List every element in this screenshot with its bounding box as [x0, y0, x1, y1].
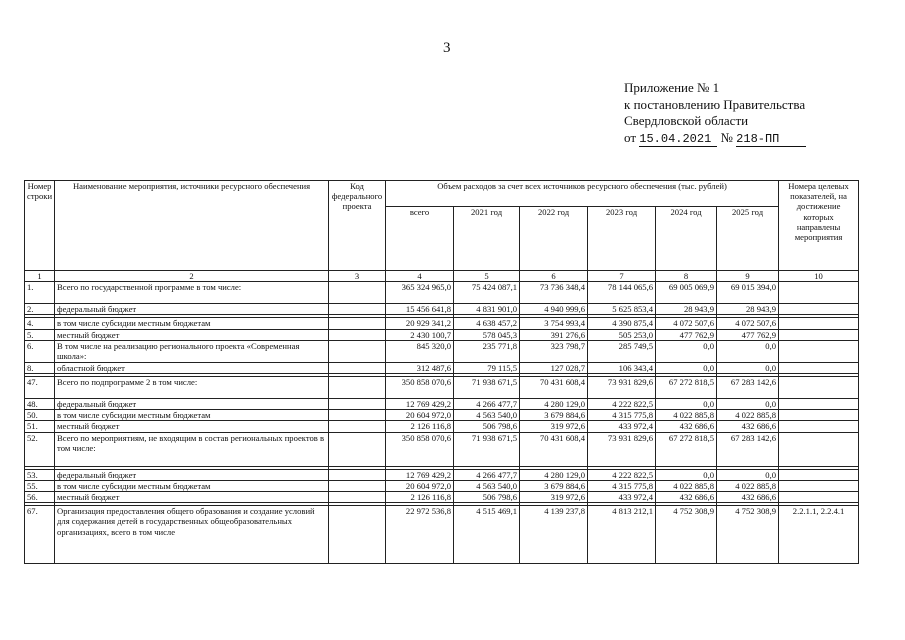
cell-total: 365 324 965,0	[386, 282, 454, 304]
cell-targets	[779, 492, 859, 503]
cell-y2025: 4 072 507,6	[717, 318, 779, 329]
cell-code	[329, 318, 386, 329]
cell-targets	[779, 410, 859, 421]
cell-y2023: 285 749,5	[588, 340, 656, 362]
cell-y2025: 432 686,6	[717, 492, 779, 503]
header-2024: 2024 год	[656, 207, 717, 271]
cell-y2025: 0,0	[717, 340, 779, 362]
cell-y2022: 319 972,6	[520, 421, 588, 432]
cell-y2024: 432 686,6	[656, 492, 717, 503]
cell-y2024: 4 022 885,8	[656, 480, 717, 491]
cell-y2021: 4 831 901,0	[454, 304, 520, 315]
cell-y2021: 4 563 540,0	[454, 480, 520, 491]
cell-name: в том числе субсидии местным бюджетам	[55, 318, 329, 329]
header-2021: 2021 год	[454, 207, 520, 271]
cell-total: 845 320,0	[386, 340, 454, 362]
decree-date: 15.04.2021	[639, 133, 717, 147]
cell-targets	[779, 421, 859, 432]
cell-n: 50.	[25, 410, 55, 421]
cell-total: 350 858 070,6	[386, 432, 454, 466]
cell-total: 20 929 341,2	[386, 318, 454, 329]
cell-targets	[779, 304, 859, 315]
cell-y2025: 4 022 885,8	[717, 410, 779, 421]
cell-y2024: 0,0	[656, 469, 717, 480]
col-number: 2	[55, 271, 329, 282]
cell-y2025: 0,0	[717, 399, 779, 410]
cell-y2022: 73 736 348,4	[520, 282, 588, 304]
cell-targets	[779, 399, 859, 410]
cell-y2024: 0,0	[656, 362, 717, 373]
cell-y2025: 4 752 308,9	[717, 506, 779, 564]
cell-y2022: 319 972,6	[520, 492, 588, 503]
column-number-row	[25, 271, 859, 282]
cell-y2025: 477 762,9	[717, 329, 779, 340]
col-number: 7	[588, 271, 656, 282]
cell-n: 8.	[25, 362, 55, 373]
header-2023: 2023 год	[588, 207, 656, 271]
cell-code	[329, 432, 386, 466]
cell-y2022: 3 679 884,6	[520, 410, 588, 421]
cell-code	[329, 362, 386, 373]
cell-y2022: 70 431 608,4	[520, 377, 588, 399]
table-row	[25, 318, 859, 329]
cell-name: Организация предоставления общего образования и создание условий для содержания детей в государственных общеобразовательных организациях, всего в том числе	[55, 506, 329, 564]
cell-targets	[779, 340, 859, 362]
cell-code	[329, 421, 386, 432]
table-row	[25, 282, 859, 304]
cell-n: 5.	[25, 329, 55, 340]
table-row	[25, 492, 859, 503]
cell-y2021: 79 115,5	[454, 362, 520, 373]
cell-y2023: 505 253,0	[588, 329, 656, 340]
cell-y2024: 4 022 885,8	[656, 410, 717, 421]
col-number: 5	[454, 271, 520, 282]
cell-y2023: 106 343,4	[588, 362, 656, 373]
cell-y2024: 28 943,9	[656, 304, 717, 315]
cell-y2025: 69 015 394,0	[717, 282, 779, 304]
header-total: всего	[386, 207, 454, 271]
cell-name: местный бюджет	[55, 492, 329, 503]
cell-targets	[779, 329, 859, 340]
cell-y2021: 506 798,6	[454, 492, 520, 503]
table-row	[25, 362, 859, 373]
cell-name: Всего по государственной программе в том числе:	[55, 282, 329, 304]
cell-n: 55.	[25, 480, 55, 491]
cell-code	[329, 506, 386, 564]
cell-y2021: 4 266 477,7	[454, 469, 520, 480]
table-row	[25, 432, 859, 466]
cell-targets	[779, 282, 859, 304]
col-number: 1	[25, 271, 55, 282]
table-row	[25, 329, 859, 340]
header-targets: Номера целевых показателей, на достижение которых направлены мероприятия	[779, 181, 859, 271]
header-volume: Объем расходов за счет всех источников ресурсного обеспечения (тыс. рублей)	[386, 181, 779, 207]
col-number: 3	[329, 271, 386, 282]
cell-y2021: 4 266 477,7	[454, 399, 520, 410]
table-row	[25, 421, 859, 432]
cell-total: 12 769 429,2	[386, 469, 454, 480]
appendix-line-3: Свердловской области	[624, 113, 749, 128]
cell-y2024: 432 686,6	[656, 421, 717, 432]
table-row	[25, 506, 859, 564]
cell-y2021: 4 638 457,2	[454, 318, 520, 329]
cell-name: Всего по подпрограмме 2 в том числе:	[55, 377, 329, 399]
cell-y2025: 432 686,6	[717, 421, 779, 432]
cell-y2025: 67 283 142,6	[717, 377, 779, 399]
cell-code	[329, 282, 386, 304]
cell-y2024: 0,0	[656, 399, 717, 410]
cell-y2025: 0,0	[717, 362, 779, 373]
cell-y2024: 4 072 507,6	[656, 318, 717, 329]
page-number: 3	[443, 40, 451, 56]
cell-total: 350 858 070,6	[386, 377, 454, 399]
decree-number: 218-ПП	[736, 133, 806, 147]
cell-total: 22 972 536,8	[386, 506, 454, 564]
cell-y2021: 4 515 469,1	[454, 506, 520, 564]
cell-y2021: 71 938 671,5	[454, 432, 520, 466]
from-label: от	[624, 129, 637, 145]
cell-total: 20 604 972,0	[386, 410, 454, 421]
cell-targets	[779, 318, 859, 329]
cell-n: 2.	[25, 304, 55, 315]
cell-y2025: 67 283 142,6	[717, 432, 779, 466]
cell-n: 51.	[25, 421, 55, 432]
cell-n: 1.	[25, 282, 55, 304]
cell-name: федеральный бюджет	[55, 399, 329, 410]
header-num: Номер строки	[25, 181, 55, 271]
cell-y2022: 4 280 129,0	[520, 399, 588, 410]
cell-y2022: 70 431 608,4	[520, 432, 588, 466]
cell-name: Всего по мероприятиям, не входящим в состав региональных проектов в том числе:	[55, 432, 329, 466]
col-number: 10	[779, 271, 859, 282]
cell-name: местный бюджет	[55, 421, 329, 432]
cell-total: 2 126 116,8	[386, 421, 454, 432]
cell-y2023: 433 972,4	[588, 492, 656, 503]
cell-targets	[779, 469, 859, 480]
cell-y2021: 578 045,3	[454, 329, 520, 340]
cell-y2025: 4 022 885,8	[717, 480, 779, 491]
table-row	[25, 304, 859, 315]
cell-name: В том числе на реализацию регионального проекта «Современная школа»:	[55, 340, 329, 362]
cell-name: федеральный бюджет	[55, 304, 329, 315]
cell-n: 56.	[25, 492, 55, 503]
cell-code	[329, 340, 386, 362]
col-number: 6	[520, 271, 588, 282]
cell-y2025: 0,0	[717, 469, 779, 480]
cell-y2023: 4 813 212,1	[588, 506, 656, 564]
cell-targets	[779, 362, 859, 373]
appendix-date-line	[624, 130, 806, 147]
expenses-table	[24, 180, 859, 564]
cell-y2024: 67 272 818,5	[656, 377, 717, 399]
cell-y2023: 4 222 822,5	[588, 469, 656, 480]
cell-y2024: 477 762,9	[656, 329, 717, 340]
cell-y2022: 3 679 884,6	[520, 480, 588, 491]
cell-y2023: 73 931 829,6	[588, 432, 656, 466]
cell-y2022: 323 798,7	[520, 340, 588, 362]
cell-y2023: 5 625 853,4	[588, 304, 656, 315]
cell-targets	[779, 480, 859, 491]
cell-name: областной бюджет	[55, 362, 329, 373]
cell-y2024: 69 005 069,9	[656, 282, 717, 304]
col-number: 9	[717, 271, 779, 282]
cell-y2021: 75 424 087,1	[454, 282, 520, 304]
cell-n: 48.	[25, 399, 55, 410]
cell-y2023: 4 222 822,5	[588, 399, 656, 410]
cell-code	[329, 399, 386, 410]
cell-name: в том числе субсидии местным бюджетам	[55, 480, 329, 491]
cell-targets	[779, 377, 859, 399]
cell-total: 12 769 429,2	[386, 399, 454, 410]
cell-y2024: 67 272 818,5	[656, 432, 717, 466]
cell-n: 53.	[25, 469, 55, 480]
cell-y2021: 71 938 671,5	[454, 377, 520, 399]
cell-total: 2 126 116,8	[386, 492, 454, 503]
cell-code	[329, 480, 386, 491]
table-row	[25, 410, 859, 421]
cell-y2024: 0,0	[656, 340, 717, 362]
appendix-block	[624, 80, 806, 147]
cell-code	[329, 492, 386, 503]
cell-code	[329, 469, 386, 480]
cell-y2022: 3 754 993,4	[520, 318, 588, 329]
header-2025: 2025 год	[717, 207, 779, 271]
cell-y2022: 4 280 129,0	[520, 469, 588, 480]
table-row	[25, 377, 859, 399]
cell-y2023: 78 144 065,6	[588, 282, 656, 304]
cell-name: в том числе субсидии местным бюджетам	[55, 410, 329, 421]
cell-y2023: 433 972,4	[588, 421, 656, 432]
header-code: Код федерального проекта	[329, 181, 386, 271]
cell-y2023: 4 315 775,8	[588, 480, 656, 491]
cell-y2025: 28 943,9	[717, 304, 779, 315]
cell-total: 2 430 100,7	[386, 329, 454, 340]
cell-y2022: 4 139 237,8	[520, 506, 588, 564]
cell-n: 67.	[25, 506, 55, 564]
cell-targets	[779, 432, 859, 466]
cell-total: 312 487,6	[386, 362, 454, 373]
cell-y2021: 4 563 540,0	[454, 410, 520, 421]
cell-y2022: 127 028,7	[520, 362, 588, 373]
cell-y2021: 506 798,6	[454, 421, 520, 432]
col-number: 8	[656, 271, 717, 282]
cell-code	[329, 377, 386, 399]
cell-n: 47.	[25, 377, 55, 399]
table-row	[25, 399, 859, 410]
cell-n: 4.	[25, 318, 55, 329]
cell-n: 6.	[25, 340, 55, 362]
cell-n: 52.	[25, 432, 55, 466]
cell-y2023: 4 315 775,8	[588, 410, 656, 421]
number-label: №	[720, 129, 733, 145]
cell-code	[329, 304, 386, 315]
cell-code	[329, 329, 386, 340]
cell-total: 20 604 972,0	[386, 480, 454, 491]
cell-name: федеральный бюджет	[55, 469, 329, 480]
header-2022: 2022 год	[520, 207, 588, 271]
appendix-line-2: к постановлению Правительства	[624, 96, 806, 112]
cell-targets: 2.2.1.1, 2.2.4.1	[779, 506, 859, 564]
cell-code	[329, 410, 386, 421]
table-body	[25, 282, 859, 564]
table-row	[25, 340, 859, 362]
cell-y2022: 391 276,6	[520, 329, 588, 340]
cell-y2024: 4 752 308,9	[656, 506, 717, 564]
header-name: Наименование мероприятия, источники ресурсного обеспечения	[55, 181, 329, 271]
cell-y2021: 235 771,8	[454, 340, 520, 362]
cell-y2023: 4 390 875,4	[588, 318, 656, 329]
cell-total: 15 456 641,8	[386, 304, 454, 315]
cell-name: местный бюджет	[55, 329, 329, 340]
col-number: 4	[386, 271, 454, 282]
appendix-line-1: Приложение № 1	[624, 80, 720, 95]
cell-y2022: 4 940 999,6	[520, 304, 588, 315]
table-row	[25, 480, 859, 491]
cell-y2023: 73 931 829,6	[588, 377, 656, 399]
table-row	[25, 469, 859, 480]
